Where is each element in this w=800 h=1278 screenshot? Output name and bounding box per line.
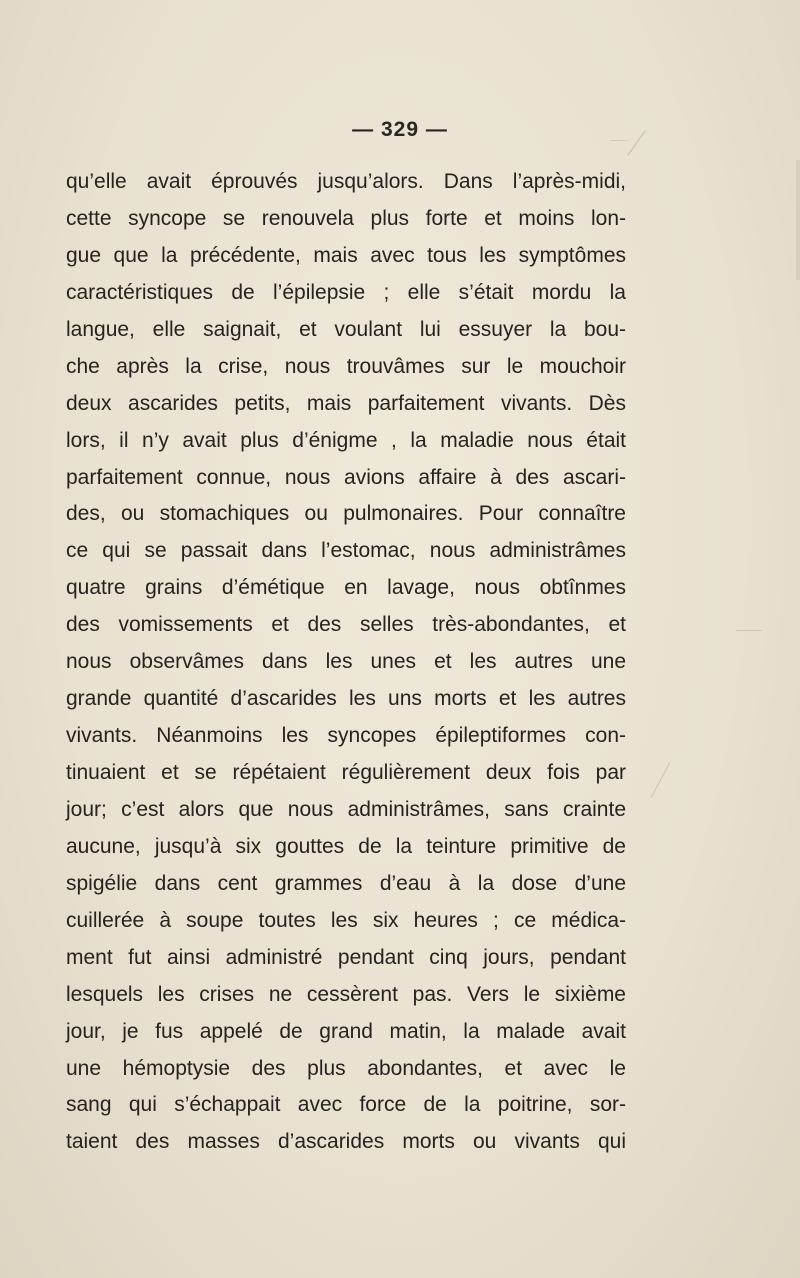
text-line: langue, elle saignait, et voulant lui essuyer la bou- xyxy=(66,317,626,341)
text-line: nous observâmes dans les unes et les autres une xyxy=(66,650,626,674)
text-line: des, ou stomachiques ou pulmonaires. Pour connaître xyxy=(66,502,626,526)
text-line: jour; c’est alors que nous administrâmes, sans crainte xyxy=(66,797,626,821)
text-line: tinuaient et se répétaient régulièrement deux fois par xyxy=(66,761,626,784)
text-line: cette syncope se renouvela plus forte et moins lon- xyxy=(66,206,626,230)
text-line: vivants. Néanmoins les syncopes épileptiformes con- xyxy=(66,724,626,748)
text-line: lesquels les crises ne cessèrent pas. Vers le sixième xyxy=(66,982,626,1006)
body-text xyxy=(66,164,626,1161)
page-number: 329 xyxy=(380,118,420,141)
text-line: aucune, jusqu’à six gouttes de la teinture primitive de xyxy=(66,834,626,858)
text-line: ment fut ainsi administré pendant cinq jours, pendant xyxy=(66,945,626,969)
text-line: une hémoptysie des plus abondantes, et avec le xyxy=(66,1056,626,1080)
page-header xyxy=(0,118,800,142)
text-line: caractéristiques de l’épilepsie ; elle s’était mordu la xyxy=(66,280,626,304)
header-dash-right: — xyxy=(425,118,448,141)
text-line: parfaitement connue, nous avions affaire à des ascari- xyxy=(66,465,626,489)
text-line: qu’elle avait éprouvés jusqu’alors. Dans l’après-midi, xyxy=(66,170,626,193)
text-line: cuillerée à soupe toutes les six heures ; ce médica- xyxy=(66,908,626,932)
text-line: taient des masses d’ascarides morts ou vivants qui xyxy=(66,1130,626,1154)
text-line: quatre grains d’émétique en lavage, nous obtînmes xyxy=(66,576,626,600)
text-line: ce qui se passait dans l’estomac, nous administrâmes xyxy=(66,539,626,563)
text-line: spigélie dans cent grammes d’eau à la dose d’une xyxy=(66,871,626,895)
text-line: lors, il n’y avait plus d’énigme , la maladie nous était xyxy=(66,428,626,452)
paper-mark xyxy=(796,160,800,280)
text-line: des vomissements et des selles très-abondantes, et xyxy=(66,613,626,637)
text-line: sang qui s’échappait avec force de la poitrine, sor- xyxy=(66,1093,626,1117)
paper-mark xyxy=(610,140,628,141)
text-line: jour, je fus appelé de grand matin, la malade avait xyxy=(66,1019,626,1043)
header-dash-left: — xyxy=(352,118,375,141)
text-line: deux ascarides petits, mais parfaitement vivants. Dès xyxy=(66,391,626,415)
text-line: che après la crise, nous trouvâmes sur le mouchoir xyxy=(66,354,626,378)
text-line: gue que la précédente, mais avec tous les symptômes xyxy=(66,243,626,267)
paper-mark xyxy=(736,630,762,631)
paper-mark xyxy=(651,762,671,798)
text-line: grande quantité d’ascarides les uns morts et les autres xyxy=(66,687,626,711)
